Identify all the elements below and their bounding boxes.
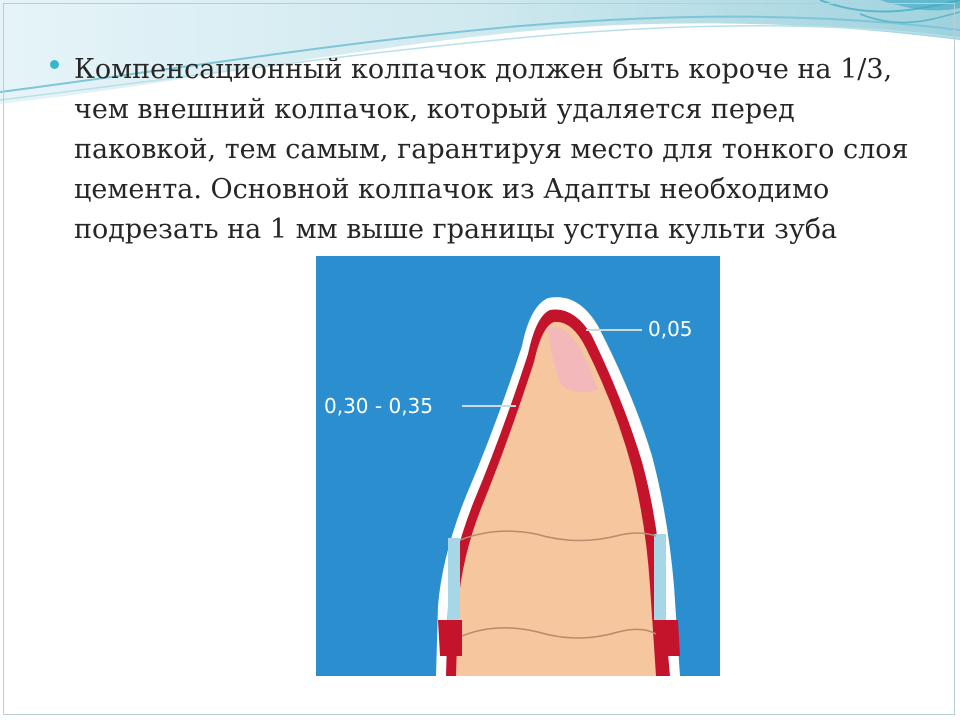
bullet-item [48, 50, 928, 250]
bullet-text: Компенсационный колпачок должен быть короче на 1/3, чем внешний колпачок, который удаляется перед паковкой, тем самым, гарантируя место для тонкого слоя цемента. Основной колпачок из Адапты необходимо подрезать на 1 мм выше границы уступа культи зуба [74, 54, 909, 245]
tooth-cap-figure [316, 256, 720, 676]
shoulder-right [654, 620, 680, 656]
label-thin-cap: 0,05 [648, 317, 693, 341]
gap-left [448, 538, 460, 620]
slide-content [48, 50, 928, 250]
shoulder-left [438, 620, 462, 656]
label-cap-thickness: 0,30 - 0,35 [324, 394, 433, 418]
bullet-dot-icon [50, 60, 59, 69]
gap-right [654, 534, 666, 620]
